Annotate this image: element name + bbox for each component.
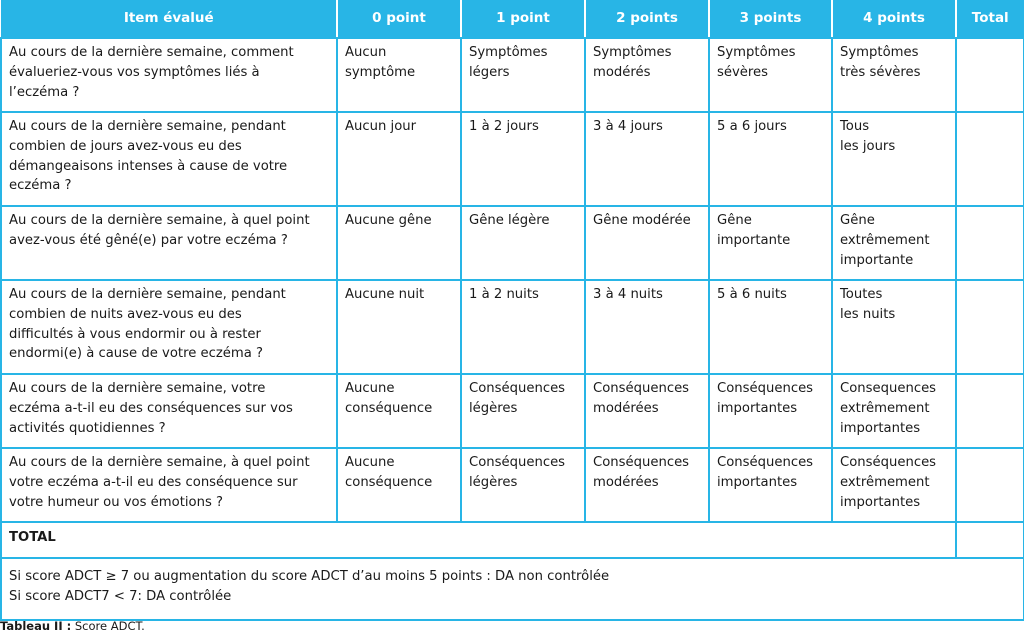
score-3-cell [709, 112, 832, 206]
cell-line: légers [469, 64, 510, 80]
score-4-cell [832, 206, 956, 280]
score-2-cell [585, 38, 709, 112]
cell-line: légères [469, 400, 518, 416]
score-2-cell [585, 112, 709, 206]
score-0-cell [337, 38, 461, 112]
row-total-cell [956, 112, 1024, 206]
cell-line: Aucune [345, 455, 395, 470]
total-label: TOTAL [1, 522, 956, 558]
cell-line: Gêne [717, 213, 752, 228]
cell-line: Au cours de la dernière semaine, pendant [9, 119, 286, 134]
score-notes [1, 558, 1024, 620]
cell-line: endormi(e) à cause de votre eczéma ? [9, 346, 264, 362]
header-2-points: 2 points [585, 1, 709, 39]
cell-line: légères [469, 474, 518, 490]
cell-line: Conséquences [593, 381, 690, 396]
score-2-cell [585, 448, 709, 522]
cell-line: Conséquences [469, 455, 566, 470]
cell-line: Tous [840, 119, 870, 134]
caption-text: Score ADCT. [71, 619, 145, 633]
cell-line: Au cours de la dernière semaine, comment [9, 45, 294, 60]
score-1-cell [461, 112, 585, 206]
cell-line: Aucune nuit [345, 287, 425, 302]
cell-line: extrêmement [840, 400, 930, 416]
cell-line: Au cours de la dernière semaine, votre [9, 381, 266, 396]
total-row [1, 522, 1024, 558]
score-3-cell [709, 448, 832, 522]
score-4-cell [832, 38, 956, 112]
cell-line: 3 à 4 jours [593, 119, 663, 134]
score-0-cell [337, 374, 461, 448]
cell-line: modérés [593, 64, 651, 80]
row-total-cell [956, 206, 1024, 280]
caption-label: Tableau II : [0, 619, 72, 633]
cell-line: conséquence [345, 474, 433, 490]
score-2-cell [585, 374, 709, 448]
cell-line: Toutes [840, 287, 883, 302]
cell-line: Aucun [345, 45, 387, 60]
cell-line: Symptômes [840, 45, 919, 60]
cell-line: modérées [593, 400, 659, 416]
score-1-cell [461, 38, 585, 112]
cell-line: importantes [840, 420, 921, 436]
cell-line: conséquence [345, 400, 433, 416]
row-total-cell [956, 280, 1024, 374]
cell-line: Symptômes [593, 45, 672, 60]
cell-line: Aucun jour [345, 119, 417, 134]
cell-line: extrêmement [840, 232, 930, 248]
question-cell [1, 448, 337, 522]
score-0-cell [337, 206, 461, 280]
cell-line: importantes [840, 494, 921, 510]
cell-line: Au cours de la dernière semaine, à quel point [9, 455, 310, 470]
score-2-cell [585, 206, 709, 280]
cell-line: votre humeur ou vos émotions ? [9, 494, 224, 510]
cell-line: votre eczéma a-t-il eu des conséquence sur [9, 474, 298, 490]
cell-line: importante [717, 232, 791, 248]
total-cell [956, 522, 1024, 558]
cell-line: Gêne [840, 213, 875, 228]
table-row [1, 206, 1024, 280]
question-cell [1, 38, 337, 112]
cell-line: eczéma ? [9, 178, 72, 194]
score-4-cell [832, 280, 956, 374]
cell-line: Conséquences [593, 455, 690, 470]
table-row [1, 112, 1024, 206]
table-row [1, 280, 1024, 374]
cell-line: combien de jours avez-vous eu des [9, 138, 242, 154]
cell-line: Gêne modérée [593, 213, 691, 228]
row-total-cell [956, 374, 1024, 448]
cell-line: Conséquences [469, 381, 566, 396]
score-2-cell [585, 280, 709, 374]
cell-line: 5 a 6 jours [717, 119, 787, 134]
cell-line: 5 à 6 nuits [717, 287, 787, 302]
cell-line: importantes [717, 474, 798, 490]
header-0-point: 0 point [337, 1, 461, 39]
cell-line: 3 à 4 nuits [593, 287, 663, 302]
cell-line: l’eczéma ? [9, 84, 80, 100]
question-cell [1, 206, 337, 280]
score-3-cell [709, 280, 832, 374]
question-cell [1, 374, 337, 448]
table-row [1, 448, 1024, 522]
note-controlled: Si score ADCT7 < 7: DA contrôlée [9, 588, 232, 604]
cell-line: Symptômes [717, 45, 796, 60]
cell-line: extrêmement [840, 474, 930, 490]
score-4-cell [832, 112, 956, 206]
cell-line: Aucune [345, 381, 395, 396]
cell-line: démangeaisons intenses à cause de votre [9, 158, 288, 174]
question-cell [1, 280, 337, 374]
cell-line: Conséquences [717, 455, 814, 470]
cell-line: Conséquences [717, 381, 814, 396]
cell-line: activités quotidiennes ? [9, 420, 166, 436]
table-row [1, 38, 1024, 112]
header-3-points: 3 points [709, 1, 832, 39]
table-row [1, 374, 1024, 448]
cell-line: modérées [593, 474, 659, 490]
cell-line: importante [840, 252, 914, 268]
score-1-cell [461, 374, 585, 448]
score-3-cell [709, 206, 832, 280]
cell-line: sévères [717, 64, 769, 80]
table-caption [0, 620, 145, 633]
cell-line: Au cours de la dernière semaine, pendant [9, 287, 286, 302]
cell-line: les jours [840, 138, 896, 154]
header-total: Total [956, 1, 1024, 39]
score-1-cell [461, 280, 585, 374]
cell-line: Au cours de la dernière semaine, à quel point [9, 213, 310, 228]
score-1-cell [461, 206, 585, 280]
cell-line: Conséquences [840, 455, 937, 470]
cell-line: Consequences [840, 381, 937, 396]
cell-line: Aucune gêne [345, 213, 432, 228]
cell-line: difficultés à vous endormir ou à rester [9, 326, 261, 342]
cell-line: évalueriez-vous vos symptômes liés à [9, 64, 260, 80]
header-1-point: 1 point [461, 1, 585, 39]
score-0-cell [337, 280, 461, 374]
score-3-cell [709, 374, 832, 448]
row-total-cell [956, 38, 1024, 112]
score-0-cell [337, 448, 461, 522]
cell-line: combien de nuits avez-vous eu des [9, 306, 242, 322]
cell-line: symptôme [345, 64, 416, 80]
cell-line: avez-vous été gêné(e) par votre eczéma ? [9, 232, 288, 248]
note-uncontrolled: Si score ADCT ≥ 7 ou augmentation du score ADCT d’au moins 5 points : DA non contrôlée [9, 569, 610, 584]
cell-line: très sévères [840, 64, 921, 80]
score-3-cell [709, 38, 832, 112]
cell-line: Gêne légère [469, 213, 550, 228]
score-4-cell [832, 448, 956, 522]
header-item: Item évalué [1, 1, 337, 39]
header-row [1, 1, 1024, 39]
score-4-cell [832, 374, 956, 448]
question-cell [1, 112, 337, 206]
score-1-cell [461, 448, 585, 522]
cell-line: eczéma a-t-il eu des conséquences sur vos [9, 400, 293, 416]
cell-line: les nuits [840, 306, 896, 322]
row-total-cell [956, 448, 1024, 522]
cell-line: 1 à 2 nuits [469, 287, 539, 302]
cell-line: importantes [717, 400, 798, 416]
cell-line: 1 à 2 jours [469, 119, 539, 134]
score-0-cell [337, 112, 461, 206]
header-4-points: 4 points [832, 1, 956, 39]
notes-row [1, 558, 1024, 620]
cell-line: Symptômes [469, 45, 548, 60]
